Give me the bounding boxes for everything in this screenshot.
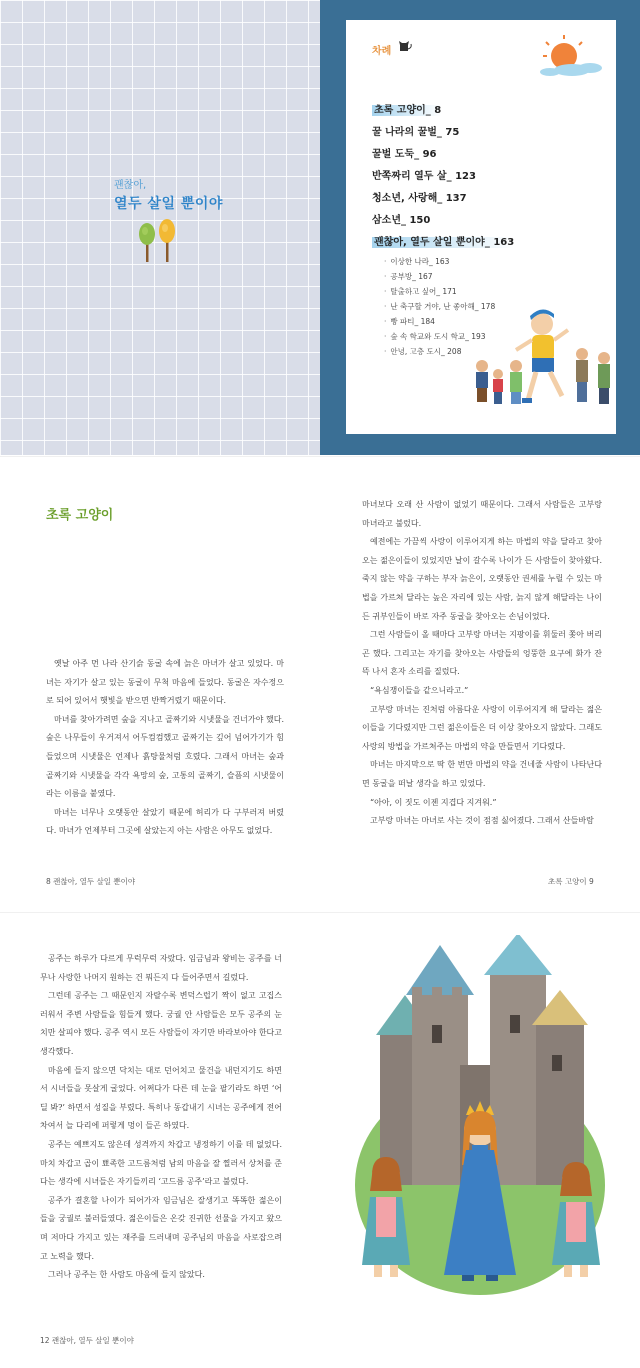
toc-subitem[interactable]: · 빵 파티_ 184 — [372, 314, 514, 329]
paragraph: 마녀보다 오래 산 사람이 없었기 때문이다. 그래서 사람들은 고부랑 마녀라고 불렀다. — [362, 500, 602, 528]
kids-illustration — [470, 300, 620, 420]
paragraph: 그러나 공주는 한 사람도 마음에 들지 않았다. — [48, 1270, 205, 1280]
toc-subitem[interactable]: · 난 축구할 거야, 난 좋아해_ 178 — [372, 299, 514, 314]
page-number: 12 괜찮아, 열두 살일 뿐이야 — [40, 1336, 134, 1345]
paragraph: 그런 사람들이 올 때마다 고부랑 마녀는 지팡이를 휘둘러 쫓아 버리곤 했다. 그리고는 자기를 찾아오는 사람들의 엉뚱한 요구에 화가 잔뜩 나서 혼자 소리를 질렀다. — [362, 630, 602, 677]
paragraph: 마녀를 찾아가려면 숲을 지나고 골짜기와 시냇물을 건너가야 했다. 숲은 나무들이 우거져서 어두컴컴했고 골짜기는 깊어 넘어가기가 힘들었으며 시냇물은 언제나 흙탕물처럼 흐렸다. 그래서 마녀는 숲과 골짜기와 시냇물을 각각 욕망의 숲, 고통의 골짜기, 슬픔의 시냇물이라는 이름을 붙였다. — [46, 714, 284, 799]
toc-chapter[interactable]: 초록 고양이_ 8 — [374, 105, 442, 116]
chapter-heading: 초록 고양이 — [46, 508, 114, 523]
toc-subitem[interactable]: · 안녕, 고층 도시_ 208 — [372, 344, 514, 359]
paragraph: “아아, 이 짓도 이젠 지겹다 지겨워.” — [370, 797, 497, 807]
toc-chapter[interactable]: 삼소년_ 150 — [372, 215, 431, 226]
toc-chapter[interactable]: 꿀 나라의 꿀벌_ 75 — [372, 127, 460, 138]
paragraph: “욕심쟁이들을 같으니라고.” — [370, 685, 469, 695]
paragraph: 옛날 아주 먼 나라 산기슭 동굴 속에 늙은 마녀가 살고 있었다. 마녀는 자기가 살고 있는 동굴이 무척 마음에 들었다. 동굴은 자수정으로 되어 있어서 햇빛을 받으면 반짝거렸기 때문이다. — [46, 659, 284, 706]
spread-divider — [0, 912, 640, 913]
trees-illustration — [132, 214, 192, 264]
toc-chapter[interactable]: 청소년, 사랑해_ 137 — [372, 193, 467, 204]
cover-subtitle: 괜찮아, — [114, 180, 147, 191]
cover-title: 열두 살일 뿐이야 — [114, 196, 223, 212]
right-page-text — [362, 496, 602, 831]
toc-subitem[interactable]: · 이상한 나라_ 163 — [372, 254, 514, 269]
spread-divider — [0, 456, 640, 457]
page-number-right: 초록 고양이 9 — [548, 877, 594, 886]
paragraph: 마녀는 너무나 오랫동안 살았기 때문에 허리가 다 구부러져 버렸다. 마녀가 언제부터 그곳에 살았는지 아는 사람은 아무도 없었다. — [46, 807, 284, 836]
paragraph: 공주는 예쁘지도 않은데 성격까지 차갑고 냉정하기 이를 데 없었다. 마치 차갑고 곱이 뾰족한 고드름처럼 남의 마음을 잘 찔러서 상처를 준다는 생각에 시녀들은 자기들끼리 ‘고드름 공주’라고 불렀다. — [40, 1139, 282, 1187]
paragraph: 고부랑 마녀는 마녀로 사는 것이 점점 싫어졌다. 그래서 산들바람 — [370, 816, 594, 826]
sun-icon — [528, 30, 608, 84]
castle-princess-illustration — [340, 935, 620, 1305]
cat-icon — [398, 40, 412, 52]
toc-subitem[interactable]: · 숲 속 학교와 도시 학교_ 193 — [372, 329, 514, 344]
toc-subitem[interactable]: · 탈출하고 싶어_ 171 — [372, 284, 514, 299]
left-page-text — [46, 655, 284, 841]
paragraph: 예전에는 가끔씩 사랑이 이루어지게 하는 마법의 약을 달라고 찾아오는 젊은이들이 있었지만 날이 갈수록 나이가 든 사람들이 찾아왔다. 죽지 않는 약을 구하는 부자 늙은이, 오랫동안 권세를 누릴 수 있는 마법을 가르쳐 달라는 높은 자리에 있는 사람, 늙지 않게 해달라는 나이 든 귀부인들이 바로 자주 동굴을 찾아오는 손님이었다. — [362, 537, 602, 621]
toc-subitem[interactable]: · 공부방_ 167 — [372, 269, 514, 284]
toc-chapter[interactable]: 괜찮아, 열두 살일 뿐이야_ 163 — [374, 237, 515, 248]
page12-text — [40, 950, 282, 1285]
paragraph: 마음에 들지 않으면 닥치는 대로 던어치고 물건을 내던지기도 하면서 시녀들을 못살게 굴었다. 어쩌다가 다른 데 눈을 팔기라도 하면 ‘어딜 봐?’ 하면서 성질을 부렸다. 특히나 동갑내기 시녀는 공주에게 전어차여서 늘 다리에 퍼렇게 멍이 들곤 하였다. — [40, 1065, 282, 1131]
paragraph: 고부랑 마녀는 진처럼 아름다운 사랑이 이루어지게 해 달라는 젊은이들을 기다렸지만 그런 젊은이들은 더 이상 찾아오지 않았다. 그래도 사랑의 방법을 가르쳐주는 마법의 약을 만들면서 기다렸다. — [362, 704, 602, 751]
paragraph: 공주가 결혼할 나이가 되어가자 임금님은 잘생기고 똑똑한 젊은이들을 궁궐로 불러들였다. 젊은이들은 온갖 진귀한 선물을 가지고 왔으며 저마다 가지고 있는 재주를 드러내며 공주님의 마음을 사로잡으려고 노력을 했다. — [40, 1195, 282, 1261]
paragraph: 마녀는 마지막으로 딱 한 번만 마법의 약을 건네줄 사람이 나타난다면 동굴을 떠날 생각을 하고 있었다. — [362, 760, 602, 788]
paragraph: 공주는 하루가 다르게 무럭무럭 자랐다. 임금님과 왕비는 공주를 너무나 사랑한 나머지 원하는 건 뭐든지 다 들어주면서 길렀다. — [40, 954, 282, 982]
toc-chapter[interactable]: 꿀벌 도둑_ 96 — [372, 149, 437, 160]
cover-title-block — [114, 176, 244, 213]
page-number-left: 8 괜찮아, 열두 살일 뿐이야 — [46, 877, 136, 886]
paragraph: 그런데 공주는 그 때문인지 자랄수록 변덕스럽기 짝이 없고 고집스러워서 주변 사람들을 힘들게 했다. 궁궐 안 사람들은 모두 공주의 눈치만 살피야 했다. 공주 역시 모든 사람들이 자기만 바라보아야 한다고 생각했다. — [40, 991, 282, 1056]
toc-chapter[interactable]: 반쪽짜리 열두 살_ 123 — [372, 171, 476, 182]
toc-label: 차례 — [372, 46, 392, 57]
